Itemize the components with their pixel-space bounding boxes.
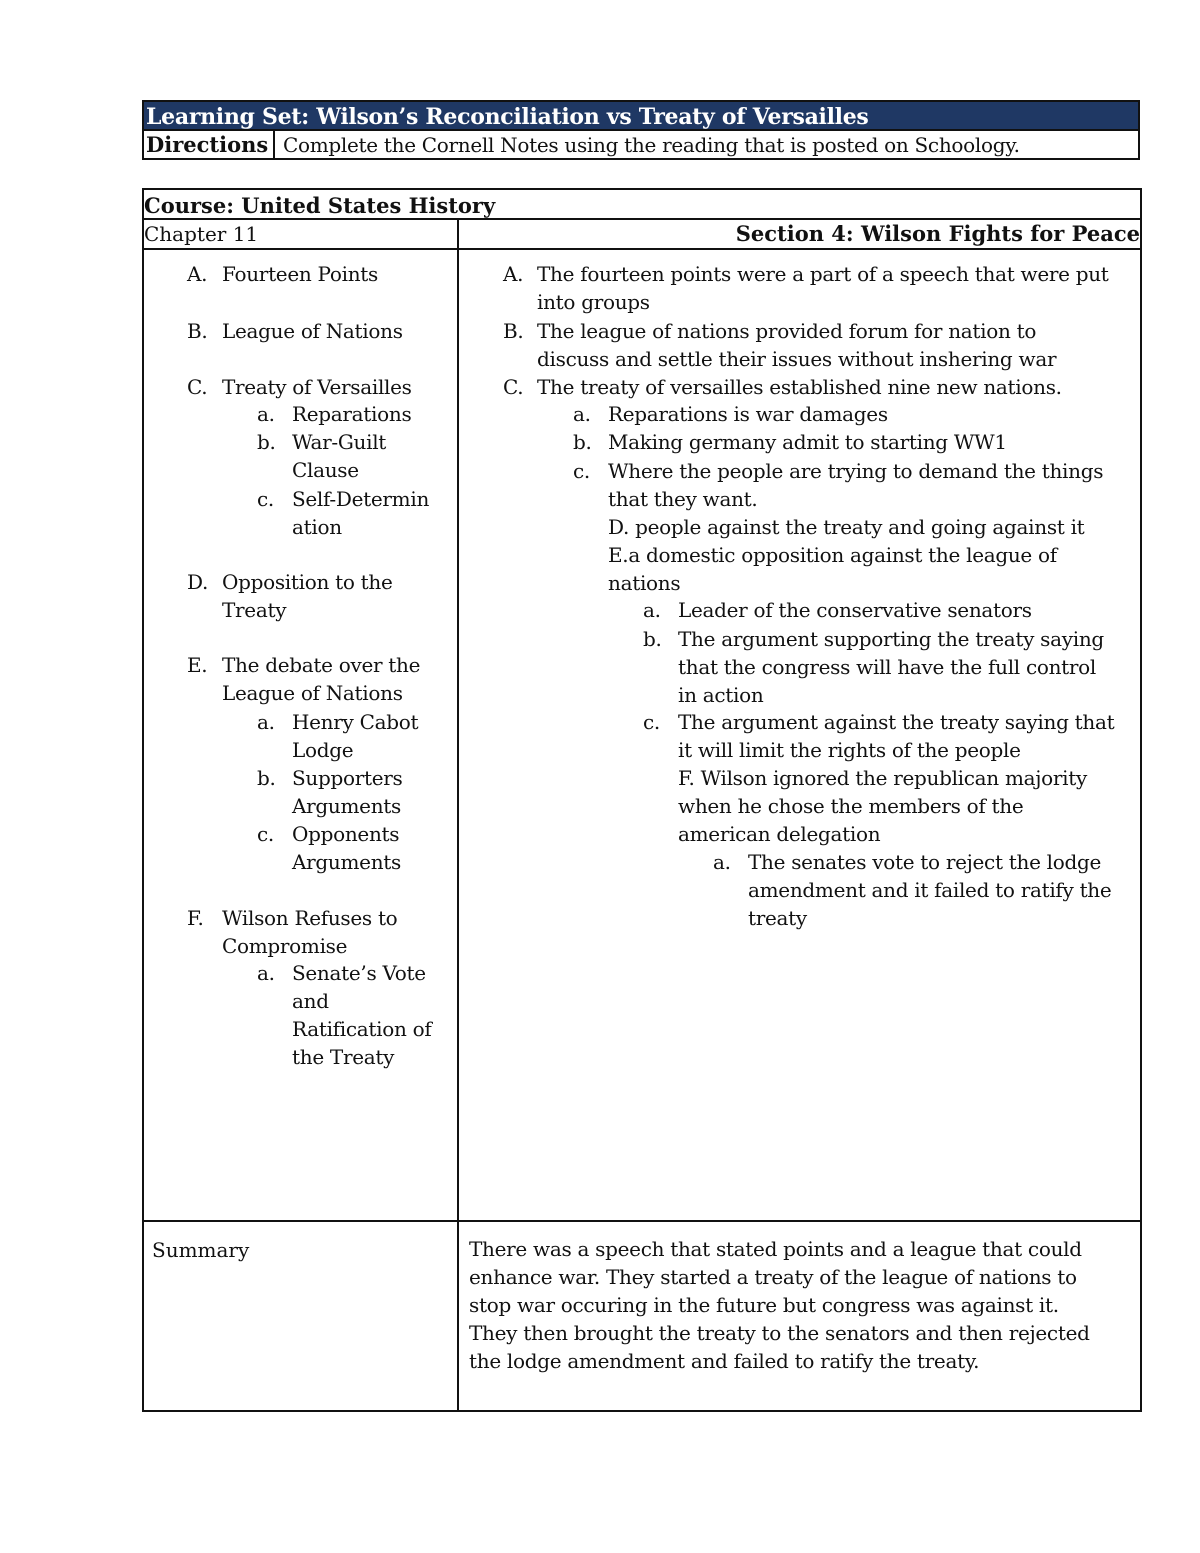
note-item-text: The senates vote to reject the lodge <box>748 850 1102 874</box>
cue-item-marker: c. <box>257 822 274 846</box>
cue-item-marker: a. <box>257 961 275 985</box>
note-item-marker: A. <box>503 262 524 286</box>
note-item-text: F. Wilson ignored the republican majority <box>678 766 1087 790</box>
note-item-text: D. people against the treaty and going against it <box>608 515 1085 539</box>
cue-item-text: the Treaty <box>292 1045 395 1069</box>
note-item-marker: C. <box>503 375 524 399</box>
note-item-text: amendment and it failed to ratify the <box>748 878 1112 902</box>
cue-item-text: Arguments <box>292 794 401 818</box>
cue-item-text: and <box>292 989 329 1013</box>
note-item-text: Where the people are trying to demand the things <box>608 459 1104 483</box>
cue-item-text: Wilson Refuses to <box>222 906 398 930</box>
note-item-text: american delegation <box>678 822 881 846</box>
cue-item-marker: D. <box>187 570 209 594</box>
cue-item-text: The debate over the <box>222 653 421 677</box>
note-item-text: Leader of the conservative senators <box>678 598 1032 622</box>
section-title: Section 4: Wilson Fights for Peace <box>457 218 1142 250</box>
directions-label: Directions <box>142 131 275 160</box>
cue-item-text: Senate’s Vote <box>292 961 426 985</box>
cue-item-text: ation <box>292 515 342 539</box>
cue-item-text: Opponents <box>292 822 400 846</box>
note-item-text: The treaty of versailles established nine new nations. <box>537 375 1062 399</box>
cue-item-text: Lodge <box>292 738 354 762</box>
summary-text <box>457 1220 1142 1412</box>
note-item-text: in action <box>678 683 764 707</box>
cue-item-marker: E. <box>187 653 208 677</box>
note-item-marker: a. <box>643 598 661 622</box>
cue-item-marker: F. <box>187 906 204 930</box>
note-item-marker: b. <box>643 627 662 651</box>
cue-item-marker: C. <box>187 375 208 399</box>
course-title: Course: United States History <box>142 188 1142 220</box>
directions-text: Complete the Cornell Notes using the reading that is posted on Schoology. <box>273 131 1140 160</box>
note-item-text: nations <box>608 571 681 595</box>
cue-item-text: War-Guilt <box>292 430 387 454</box>
cue-item-text: Clause <box>292 458 359 482</box>
note-item-marker: a. <box>713 850 731 874</box>
summary-line: There was a speech that stated points and a league that could <box>469 1237 1082 1261</box>
note-item-marker: b. <box>573 430 592 454</box>
cue-item-text: Treaty <box>222 598 287 622</box>
cue-item-text: Treaty of Versailles <box>222 375 412 399</box>
summary-line: stop war occuring in the future but congress was against it. <box>469 1293 1059 1317</box>
cue-item-text: Supporters <box>292 766 403 790</box>
cue-item-text: Henry Cabot <box>292 710 419 734</box>
cue-item-marker: A. <box>187 262 208 286</box>
note-item-text: The argument against the treaty saying that <box>678 710 1115 734</box>
cue-item-text: Arguments <box>292 850 401 874</box>
cue-item-marker: a. <box>257 710 275 734</box>
cue-item-marker: c. <box>257 487 274 511</box>
note-item-text: The fourteen points were a part of a speech that were put <box>537 262 1109 286</box>
note-item-text: Making germany admit to starting WW1 <box>608 430 1007 454</box>
cue-item-marker: b. <box>257 766 276 790</box>
summary-line: enhance war. They started a treaty of the league of nations to <box>469 1265 1077 1289</box>
note-item-marker: c. <box>643 710 660 734</box>
note-item-text: into groups <box>537 290 650 314</box>
cue-item-text: Compromise <box>222 934 348 958</box>
note-item-marker: B. <box>503 319 524 343</box>
chapter-label: Chapter 11 <box>142 218 459 250</box>
cue-item-text: League of Nations <box>222 319 403 343</box>
learning-set-title: Learning Set: Wilson’s Reconciliation vs Treaty of Versailles <box>142 100 1140 131</box>
note-item-text: that they want. <box>608 487 758 511</box>
cue-item-marker: B. <box>187 319 208 343</box>
cue-item-text: Reparations <box>292 402 412 426</box>
note-item-marker: a. <box>573 402 591 426</box>
note-item-text: treaty <box>748 906 807 930</box>
summary-label: Summary <box>142 1220 459 1412</box>
note-item-text: it will limit the rights of the people <box>678 738 1021 762</box>
note-item-text: The argument supporting the treaty saying <box>678 627 1104 651</box>
cue-item-text: Opposition to the <box>222 570 393 594</box>
cue-item-marker: b. <box>257 430 276 454</box>
cue-item-text: League of Nations <box>222 681 403 705</box>
note-item-text: E.a domestic opposition against the league of <box>608 543 1057 567</box>
note-item-text: The league of nations provided forum for nation to <box>537 319 1037 343</box>
note-item-text: discuss and settle their issues without inshering war <box>537 347 1057 371</box>
note-item-text: when he chose the members of the <box>678 794 1024 818</box>
cue-item-text: Ratification of <box>292 1017 432 1041</box>
summary-line: They then brought the treaty to the senators and then rejected <box>469 1321 1090 1345</box>
note-item-marker: c. <box>573 459 590 483</box>
note-item-text: Reparations is war damages <box>608 402 888 426</box>
note-item-text: that the congress will have the full control <box>678 655 1097 679</box>
cue-item-text: Self-Determin <box>292 487 430 511</box>
summary-line: the lodge amendment and failed to ratify the treaty. <box>469 1349 980 1373</box>
cue-item-text: Fourteen Points <box>222 262 378 286</box>
cue-item-marker: a. <box>257 402 275 426</box>
